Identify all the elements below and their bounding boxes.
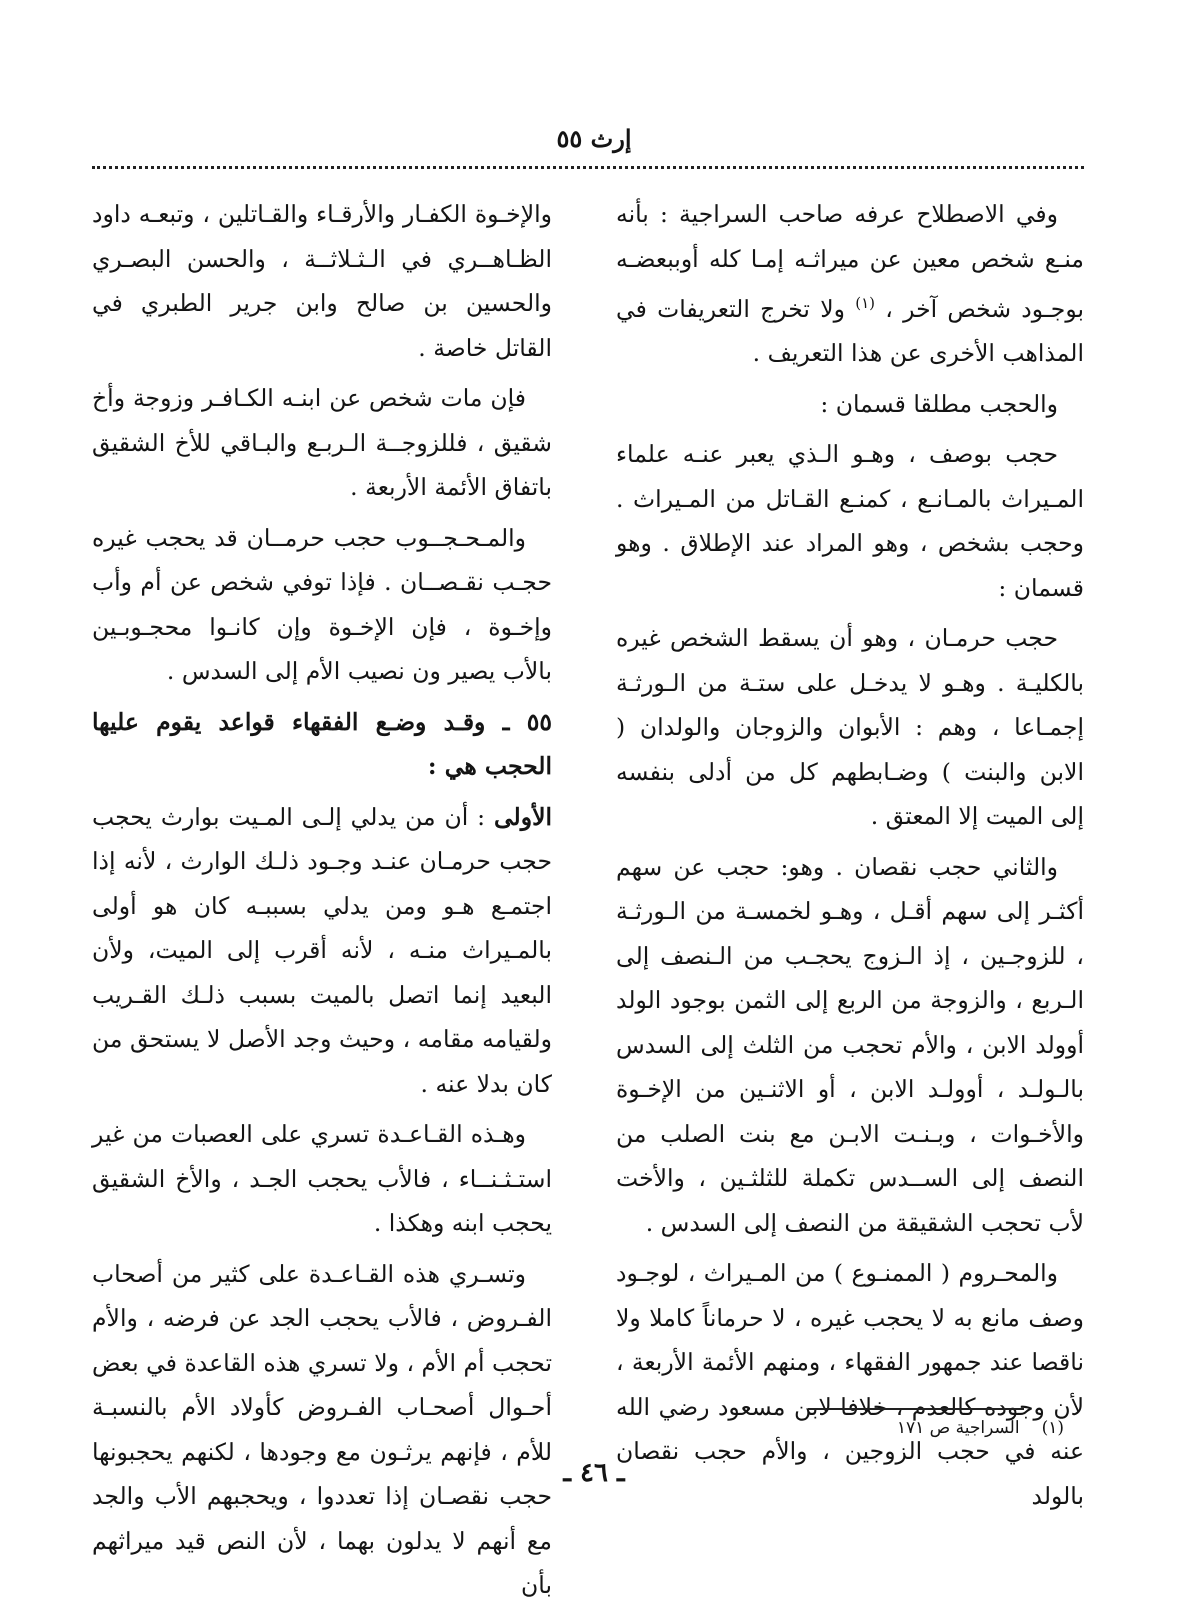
- paragraph: [92, 795, 552, 1107]
- paragraph: فإن مات شخص عن ابنـه الكـافـر وزوجة وأخ شقيق ، فللزوجــة الـربـع والبـاقي للأخ الشقيق باتفاق الأئمة الأربعة .: [92, 384, 552, 501]
- page-number: ـ ٤٦ ـ: [563, 1458, 625, 1488]
- footnote-rule: [808, 1408, 1024, 1410]
- footnote-text: السراجية ص ١٧١: [896, 1418, 1020, 1438]
- paragraph-text: ولا تخرج التعريفات في المذاهب الأخرى عن هذا التعريف .: [616, 294, 1084, 368]
- paragraph: والمحـروم ( الممنـوع ) من المـيراث ، لوجـود وصف مانع به لا يحجب غيره ، لا حرماناً كاملا ولا ناقصا عند جمهور الفقهاء ، ومنهم الأئمة الأربعة ، لأن وجوده كالعدم ، خلافا لابن مسعود رضي الله عنه في حجب الزوجين ، والأم حجب نقصان بالولد: [616, 1259, 1084, 1510]
- page-header: إرث ٥٥: [556, 124, 632, 153]
- rule-heading: الأولى: [493, 802, 552, 831]
- paragraph: حجب حرمـان ، وهو أن يسقط الشخص غيره بالكليـة . وهـو لا يدخـل على ستـة من الـورثـة إجمـاعا ، وهم : الأبوان والزوجان والولدان ( الابن والبنت ) وضـابطهم كل من أدلى بنفسه إلى الميت إلا المعتق .: [616, 624, 1084, 831]
- paragraph-text: : أن من يدلي إلـى المـيت بوارث يحجب حجب حرمـان عنـد وجـود ذلـك الوارث ، لأنه إذا اجتمـع هـو ومن يدلي بسببـه كان هو أولى بالمـيراث منـه ، لأنه أقرب إلى الميت، ولأن البعيد إنما اتصل بالميت بسبب ذلـك القـريب ولقيامه مقامه ، وحيث وجد الأصل لا يستحق من كان بدلا عنه .: [92, 802, 552, 1098]
- footnote: [720, 1418, 1064, 1438]
- section-paragraph: ٥٥ ـ وقـد وضـع الفقهاء قواعد يقوم عليها الحجب هي :: [92, 707, 552, 780]
- paragraph: والإخـوة الكفـار والأرقـاء والقـاتلين ، وتبعـه داود الظـاهــري في الـثـلاثــة ، والحسن البصـري والحسين بن صالح وابن جرير الطبري في القاتل خاصة .: [92, 200, 552, 362]
- paragraph: والثاني حجب نقصان . وهو: حجب عن سهم أكثـر إلى سهم أقـل ، وهـو لخمسـة من الـورثـة ، للزوجـين ، إذ الـزوج يحجـب من الـنصف إلى الـربع ، والزوجة من الربع إلى الثمن بوجود الولد أوولد الابن ، والأم تحجب من الثلث إلى السدس بالـولـد ، أوولـد الابن ، أو الاثنـين من الإخـوة والأخـوات ، وبـنـت الابـن مع بنت الصلب من النصف إلى الســدس تكملة للثلثـين ، والأخت لأب تحجب الشقيقة من النصف إلى السدس .: [616, 852, 1084, 1237]
- paragraph: وتسـري هذه القـاعـدة على كثير من أصحاب الفـروض ، فالأب يحجب الجد عن فرضه ، والأم تحجب أم الأم ، ولا تسري هذه القاعدة في بعض أحـوال أصحـاب الفـروض كأولاد الأم بالنسبـة للأم ، فإنهم يرثـون مع وجودها ، لكنهم يحجبونها حجب نقصـان إذا تعددوا ، ويحجبهم الأب والجد مع أنهم لا يدلون بهما ، لأن النص قيد ميراثهم بأن: [92, 1259, 552, 1599]
- paragraph: [616, 192, 1084, 376]
- right-column: [616, 192, 1084, 1524]
- paragraph: حجب بوصف ، وهـو الـذي يعبر عنـه علماء المـيراث بالمـانـع ، كمنـع القـاتل من المـيراث . وحجب بشخص ، وهو المراد عند الإطلاق . وهو قسمان :: [616, 440, 1084, 602]
- paragraph: وهـذه القـاعـدة تسري على العصبات من غير استـثـنــاء ، فالأب يحجب الجـد ، والأخ الشقيق يحجب ابنه وهكذا .: [92, 1120, 552, 1237]
- paragraph-text: وفي الاصطلاح عرفه صاحب السراجية : بأنه منـع شخص معين عن ميراثـه إمـا كله أوببعضـه بوجـود شخص آخر ،: [616, 200, 1084, 323]
- footnote-number: (١): [1041, 1418, 1064, 1438]
- footnote-reference: (١): [855, 294, 876, 312]
- header-dotted-rule: [92, 166, 1084, 169]
- left-column: [92, 192, 552, 1614]
- paragraph: والمـحـجــوب حجب حرمــان قد يحجب غيره حجـب نقـصــان . فإذا توفي شخص عن أم وأب وإخـوة ، فإن الإخـوة وإن كانـوا محجـوبـين بالأب يصير ون نصيب الأم إلى السدس .: [92, 523, 552, 685]
- paragraph: والحجب مطلقا قسمان :: [820, 389, 1058, 418]
